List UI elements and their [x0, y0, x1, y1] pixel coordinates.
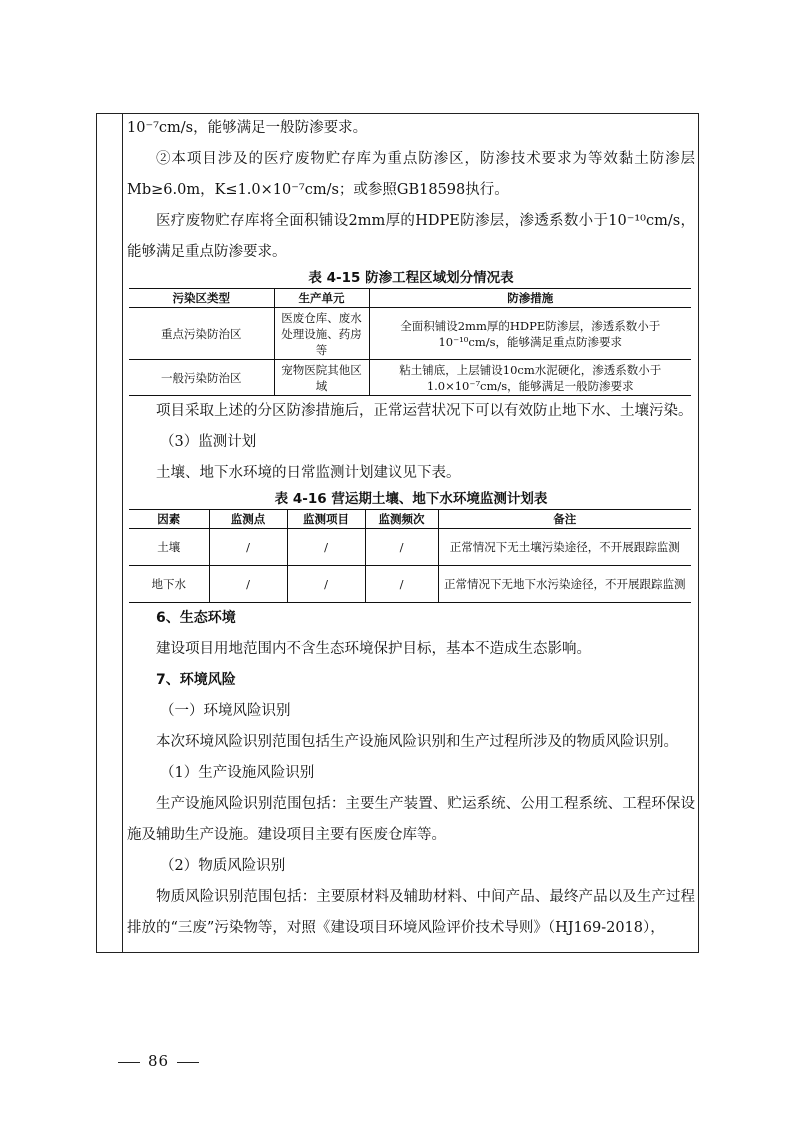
- table-cell: /: [209, 529, 287, 566]
- paragraph: 10⁻⁷cm/s，能够满足一般防渗要求。: [127, 120, 368, 136]
- page-footer: [110, 1052, 207, 1070]
- table-caption: 表 4-16 营运期土壤、地下水环境监测计划表: [274, 491, 548, 507]
- table-cell: 土壤: [129, 529, 209, 566]
- table-seepage-zones: [129, 288, 691, 396]
- table-caption: 表 4-15 防渗工程区域划分情况表: [308, 270, 514, 286]
- table-cell: /: [287, 566, 365, 603]
- frame-divider: [122, 114, 123, 952]
- paragraph: （一）环境风险识别: [160, 703, 291, 719]
- table-header: 污染区类型: [129, 289, 274, 308]
- paragraph: ②本项目涉及的医疗废物贮存库为重点防渗区，防渗技术要求为等效黏土防渗层Mb≥6.0m，K≤1.0×10⁻⁷cm/s；或参照GB18598执行。: [127, 151, 695, 198]
- paragraph: 物质风险识别范围包括：主要原材料及辅助材料、中间产品、最终产品以及生产过程排放的“三废”污染物等，对照《建设项目环境风险评价技术导则》（HJ169-2018），: [127, 889, 695, 936]
- table-cell: /: [209, 566, 287, 603]
- table-cell: 宠物医院其他区域: [274, 360, 369, 396]
- table-cell: /: [287, 529, 365, 566]
- table-cell: 地下水: [129, 566, 209, 603]
- table-header: 备注: [438, 510, 691, 529]
- table-header: 监测频次: [365, 510, 438, 529]
- table-cell: 全面积铺设2mm厚的HDPE防渗层，渗透系数小于10⁻¹⁰cm/s，能够满足重点防渗要求: [369, 308, 691, 360]
- table-cell: /: [365, 529, 438, 566]
- section-heading-risk: 7、环境风险: [156, 672, 236, 688]
- table-cell: 正常情况下无土壤污染途径，不开展跟踪监测: [438, 529, 691, 566]
- paragraph: 土壤、地下水环境的日常监测计划建议见下表。: [156, 465, 461, 481]
- table-cell: 一般污染防治区: [129, 360, 274, 396]
- paragraph: 建设项目用地范围内不含生态环境保护目标，基本不造成生态影响。: [156, 641, 591, 657]
- table-header: 监测点: [209, 510, 287, 529]
- table-cell: 重点污染防治区: [129, 308, 274, 360]
- table-row: [129, 566, 691, 603]
- page-number: 86: [148, 1052, 170, 1070]
- paragraph: 本次环境风险识别范围包括生产设施风险识别和生产过程所涉及的物质风险识别。: [156, 734, 678, 750]
- footer-dash-right: [177, 1062, 199, 1063]
- table-header: 监测项目: [287, 510, 365, 529]
- section-heading-ecology: 6、生态环境: [156, 610, 236, 626]
- paragraph: （2）物质风险识别: [160, 858, 286, 874]
- table-cell: 正常情况下无地下水污染途径，不开展跟踪监测: [438, 566, 691, 603]
- table-row: [129, 529, 691, 566]
- table-monitoring-plan: [129, 509, 691, 603]
- table-header: 因素: [129, 510, 209, 529]
- document-body: [127, 113, 695, 944]
- paragraph: （3）监测计划: [160, 434, 257, 450]
- table-cell: 医废仓库、废水处理设施、药房等: [274, 308, 369, 360]
- table-row: [129, 360, 691, 396]
- table-cell: 粘土铺底，上层铺设10cm水泥硬化，渗透系数小于1.0×10⁻⁷cm/s，能够满足一般防渗要求: [369, 360, 691, 396]
- paragraph: 医疗废物贮存库将全面积铺设2mm厚的HDPE防渗层，渗透系数小于10⁻¹⁰cm/s，能够满足重点防渗要求。: [127, 213, 695, 260]
- table-header: 防渗措施: [369, 289, 691, 308]
- footer-dash-left: [118, 1062, 140, 1063]
- table-row: [129, 308, 691, 360]
- paragraph: 生产设施风险识别范围包括：主要生产装置、贮运系统、公用工程系统、工程环保设施及辅助生产设施。建设项目主要有医废仓库等。: [127, 796, 695, 843]
- paragraph: （1）生产设施风险识别: [160, 765, 315, 781]
- table-header: 生产单元: [274, 289, 369, 308]
- table-cell: /: [365, 566, 438, 603]
- paragraph: 项目采取上述的分区防渗措施后，正常运营状况下可以有效防止地下水、土壤污染。: [156, 403, 693, 419]
